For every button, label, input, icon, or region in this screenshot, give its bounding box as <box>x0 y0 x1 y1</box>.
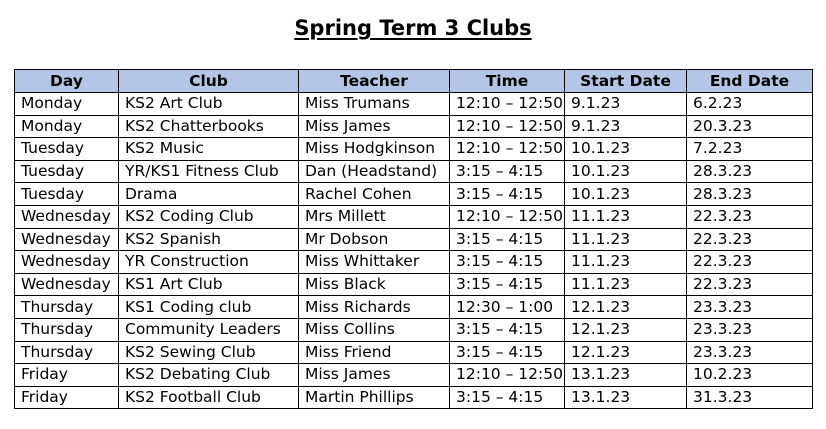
table-row <box>15 205 813 228</box>
cell-end-date: 7.2.23 <box>687 138 813 161</box>
cell-start-date: 11.1.23 <box>565 273 687 296</box>
cell-teacher: Miss Trumans <box>299 93 450 116</box>
cell-start-date: 10.1.23 <box>565 160 687 183</box>
cell-day: Tuesday <box>15 183 119 206</box>
cell-start-date: 11.1.23 <box>565 205 687 228</box>
cell-teacher: Miss Richards <box>299 296 450 319</box>
cell-day: Thursday <box>15 341 119 364</box>
cell-day: Friday <box>15 386 119 409</box>
cell-club: KS2 Coding Club <box>119 205 299 228</box>
table-header-row <box>15 70 813 93</box>
table-row <box>15 386 813 409</box>
cell-teacher: Miss James <box>299 115 450 138</box>
cell-end-date: 22.3.23 <box>687 228 813 251</box>
cell-time: 12:10 – 12:50 <box>450 138 565 161</box>
cell-club: KS2 Art Club <box>119 93 299 116</box>
cell-start-date: 12.1.23 <box>565 318 687 341</box>
cell-end-date: 23.3.23 <box>687 341 813 364</box>
cell-end-date: 23.3.23 <box>687 318 813 341</box>
cell-start-date: 10.1.23 <box>565 183 687 206</box>
table-row <box>15 93 813 116</box>
table-row <box>15 273 813 296</box>
header-day: Day <box>15 70 119 93</box>
header-time: Time <box>450 70 565 93</box>
header-club: Club <box>119 70 299 93</box>
cell-start-date: 11.1.23 <box>565 228 687 251</box>
cell-end-date: 22.3.23 <box>687 251 813 274</box>
cell-day: Thursday <box>15 296 119 319</box>
cell-time: 3:15 – 4:15 <box>450 160 565 183</box>
cell-teacher: Miss Collins <box>299 318 450 341</box>
cell-teacher: Miss Hodgkinson <box>299 138 450 161</box>
table-row <box>15 183 813 206</box>
cell-club: KS1 Coding club <box>119 296 299 319</box>
cell-club: KS2 Sewing Club <box>119 341 299 364</box>
cell-time: 12:10 – 12:50 <box>450 115 565 138</box>
cell-club: Community Leaders <box>119 318 299 341</box>
cell-time: 12:10 – 12:50 <box>450 364 565 387</box>
cell-start-date: 11.1.23 <box>565 251 687 274</box>
header-teacher: Teacher <box>299 70 450 93</box>
cell-teacher: Martin Phillips <box>299 386 450 409</box>
table-row <box>15 138 813 161</box>
cell-end-date: 28.3.23 <box>687 160 813 183</box>
cell-day: Tuesday <box>15 160 119 183</box>
cell-start-date: 13.1.23 <box>565 364 687 387</box>
cell-day: Wednesday <box>15 205 119 228</box>
table-row <box>15 364 813 387</box>
cell-day: Tuesday <box>15 138 119 161</box>
cell-time: 3:15 – 4:15 <box>450 273 565 296</box>
cell-club: KS2 Debating Club <box>119 364 299 387</box>
table-row <box>15 228 813 251</box>
table-row <box>15 341 813 364</box>
table-body <box>15 93 813 409</box>
cell-club: Drama <box>119 183 299 206</box>
cell-teacher: Mrs Millett <box>299 205 450 228</box>
cell-end-date: 31.3.23 <box>687 386 813 409</box>
cell-end-date: 23.3.23 <box>687 296 813 319</box>
cell-time: 12:10 – 12:50 <box>450 93 565 116</box>
page-title-text: Spring Term 3 Clubs <box>294 16 532 40</box>
cell-club: KS2 Music <box>119 138 299 161</box>
cell-end-date: 28.3.23 <box>687 183 813 206</box>
cell-time: 3:15 – 4:15 <box>450 183 565 206</box>
cell-end-date: 6.2.23 <box>687 93 813 116</box>
cell-start-date: 12.1.23 <box>565 296 687 319</box>
header-end-date: End Date <box>687 70 813 93</box>
cell-start-date: 9.1.23 <box>565 115 687 138</box>
cell-time: 3:15 – 4:15 <box>450 341 565 364</box>
cell-day: Thursday <box>15 318 119 341</box>
cell-teacher: Miss James <box>299 364 450 387</box>
cell-club: KS1 Art Club <box>119 273 299 296</box>
table-row <box>15 115 813 138</box>
cell-day: Wednesday <box>15 228 119 251</box>
cell-end-date: 22.3.23 <box>687 205 813 228</box>
cell-teacher: Dan (Headstand) <box>299 160 450 183</box>
cell-start-date: 12.1.23 <box>565 341 687 364</box>
cell-day: Monday <box>15 93 119 116</box>
cell-start-date: 10.1.23 <box>565 138 687 161</box>
cell-day: Wednesday <box>15 273 119 296</box>
cell-time: 3:15 – 4:15 <box>450 251 565 274</box>
table-row <box>15 296 813 319</box>
cell-time: 12:10 – 12:50 <box>450 205 565 228</box>
cell-club: KS2 Football Club <box>119 386 299 409</box>
cell-end-date: 22.3.23 <box>687 273 813 296</box>
cell-club: KS2 Chatterbooks <box>119 115 299 138</box>
cell-start-date: 9.1.23 <box>565 93 687 116</box>
cell-teacher: Mr Dobson <box>299 228 450 251</box>
cell-club: YR Construction <box>119 251 299 274</box>
cell-time: 3:15 – 4:15 <box>450 228 565 251</box>
cell-day: Wednesday <box>15 251 119 274</box>
cell-teacher: Miss Black <box>299 273 450 296</box>
clubs-table <box>14 69 813 409</box>
cell-end-date: 20.3.23 <box>687 115 813 138</box>
cell-teacher: Miss Friend <box>299 341 450 364</box>
table-row <box>15 160 813 183</box>
cell-day: Monday <box>15 115 119 138</box>
cell-club: YR/KS1 Fitness Club <box>119 160 299 183</box>
table-row <box>15 318 813 341</box>
header-start-date: Start Date <box>565 70 687 93</box>
cell-start-date: 13.1.23 <box>565 386 687 409</box>
cell-time: 3:15 – 4:15 <box>450 386 565 409</box>
cell-club: KS2 Spanish <box>119 228 299 251</box>
table-row <box>15 251 813 274</box>
cell-teacher: Rachel Cohen <box>299 183 450 206</box>
page-title <box>0 14 826 42</box>
cell-day: Friday <box>15 364 119 387</box>
cell-end-date: 10.2.23 <box>687 364 813 387</box>
cell-time: 12:30 – 1:00 <box>450 296 565 319</box>
cell-teacher: Miss Whittaker <box>299 251 450 274</box>
cell-time: 3:15 – 4:15 <box>450 318 565 341</box>
